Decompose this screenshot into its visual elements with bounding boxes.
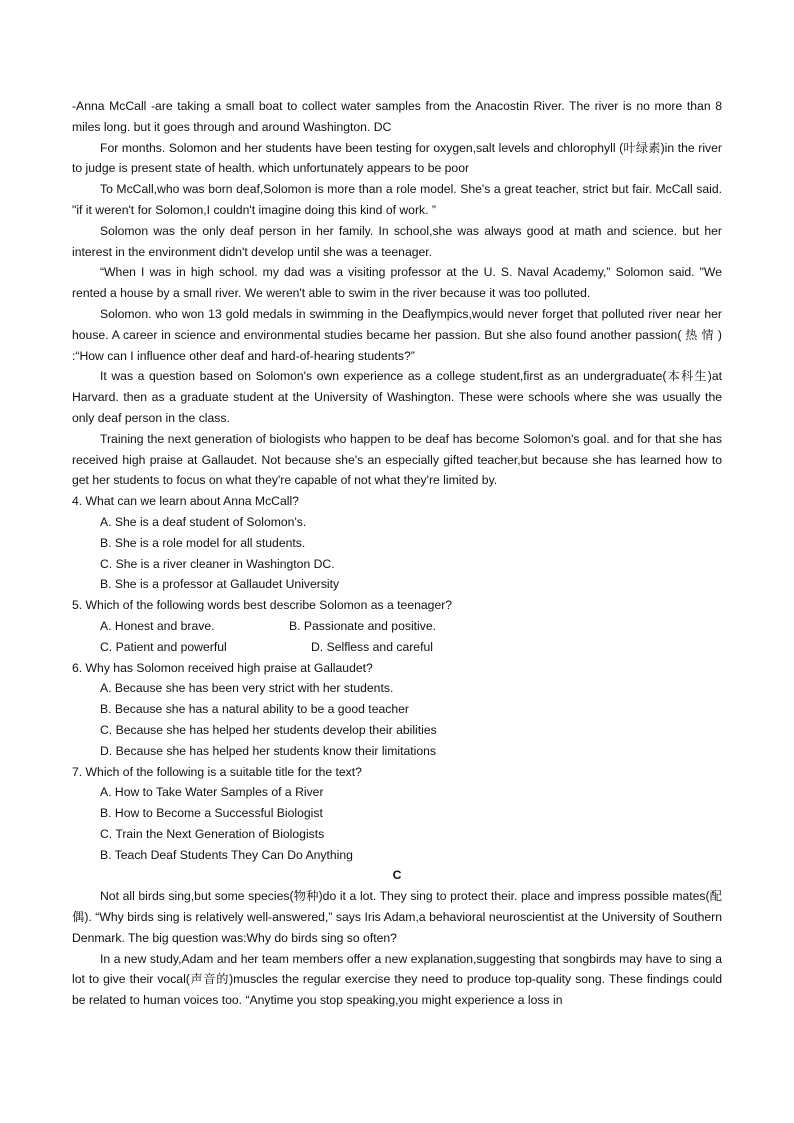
section-heading-c: C — [392, 868, 402, 883]
question-5-row-2 — [100, 637, 722, 658]
question-4-options — [72, 512, 722, 595]
question-5-option-c: C. Patient and powerful — [100, 639, 227, 654]
question-7-option-c: C. Train the Next Generation of Biologists — [100, 826, 325, 841]
question-4-option-a: A. She is a deaf student of Solomon's. — [100, 514, 307, 529]
question-4-stem: 4. What can we learn about Anna McCall? — [72, 494, 299, 509]
question-7-option-d: B. Teach Deaf Students They Can Do Anything — [100, 847, 353, 862]
question-4-option-d: B. She is a professor at Gallaudet University — [100, 577, 340, 592]
question-6-option-c: C. Because she has helped her students develop their abilities — [100, 722, 437, 737]
question-5-row-1 — [100, 616, 722, 637]
question-4-option-c: C. She is a river cleaner in Washington DC. — [100, 556, 335, 571]
question-5-option-b: B. Passionate and positive. — [289, 618, 437, 633]
question-7-stem: 7. Which of the following is a suitable title for the text? — [72, 764, 362, 779]
paragraph-b5: “When I was in high school. my dad was a visiting professor at the U. S. Naval Academy,” Solomon said. "We rented a house by a small river. We weren't able to swim in the river because it was too polluted. — [72, 265, 722, 301]
paragraph-b2: For months. Solomon and her students have been testing for oxygen,salt levels and chlorophyll (叶绿素)in the river to judge is present state of health. which unfortunately appears to be poor — [72, 140, 722, 176]
paragraph-c1: Not all birds sing,but some species(物种)do it a lot. They sing to protect their. place and impress possible mates(配偶). “Why birds sing is relatively well-answered,” says Iris Adam,a behavioral neuroscientist at the University of Southern Denmark. The big question was:Why do birds sing so often? — [72, 889, 722, 945]
question-7-options — [72, 782, 722, 865]
question-7-option-b: B. How to Become a Successful Biologist — [100, 806, 323, 821]
exam-page — [72, 96, 722, 1011]
paragraph-b4: Solomon was the only deaf person in her family. In school,she was always good at math and science. but her interest in the environment didn't develop until she was a teenager. — [72, 223, 722, 259]
question-4-option-b: B. She is a role model for all students. — [100, 535, 306, 550]
paragraph-b6: Solomon. who won 13 gold medals in swimming in the Deaflympics,would never forget that polluted river near her house. A career in science and environmental studies became her passion. But she also found another passion( 热 情 ) :“How can I influence other deaf and hard-of-hearing students?” — [72, 306, 722, 363]
question-7-option-a: A. How to Take Water Samples of a River — [100, 785, 324, 800]
paragraph-b7: It was a question based on Solomon's own experience as a college student,first as an undergraduate(本科生)at Harvard. then as a graduate student at the University of Washington. These were schools where she was usually the only deaf person in the class. — [72, 369, 722, 425]
paragraph-c2: In a new study,Adam and her team members offer a new explanation,suggesting that songbirds may have to sing a lot to give their vocal(声音的)muscles the regular exercise they need to produce top-quality song. These findings could be related to human voices too. “Anytime you stop speaking,you might experience a loss in — [72, 951, 722, 1008]
question-5-option-d: D. Selfless and careful — [311, 639, 433, 654]
question-5-option-a: A. Honest and brave. — [100, 618, 215, 633]
question-6-option-b: B. Because she has a natural ability to be a good teacher — [100, 702, 409, 717]
question-6-options — [72, 678, 722, 761]
question-6-option-a: A. Because she has been very strict with her students. — [100, 681, 394, 696]
question-5-stem: 5. Which of the following words best describe Solomon as a teenager? — [72, 598, 453, 613]
question-6-stem: 6. Why has Solomon received high praise at Gallaudet? — [72, 660, 373, 675]
paragraph-b3: To McCall,who was born deaf,Solomon is more than a role model. She's a great teacher, strict but fair. McCall said. "if it weren't for Solomon,I couldn't imagine doing this kind of work. ” — [72, 182, 722, 217]
paragraph-b8: Training the next generation of biologists who happen to be deaf has become Solomon's goal. and for that she has received high praise at Gallaudet. Not because she's an especially gifted teacher,but because she has learned how to get her students to focus on what they're capable of not what they're limited by. — [72, 431, 722, 488]
question-5-options — [72, 616, 722, 658]
question-6-option-d: D. Because she has helped her students know their limitations — [100, 743, 437, 758]
paragraph-b1: -Anna McCall -are taking a small boat to collect water samples from the Anacostin River. The river is no more than 8 miles long. but it goes through and around Washington. DC — [72, 99, 722, 134]
